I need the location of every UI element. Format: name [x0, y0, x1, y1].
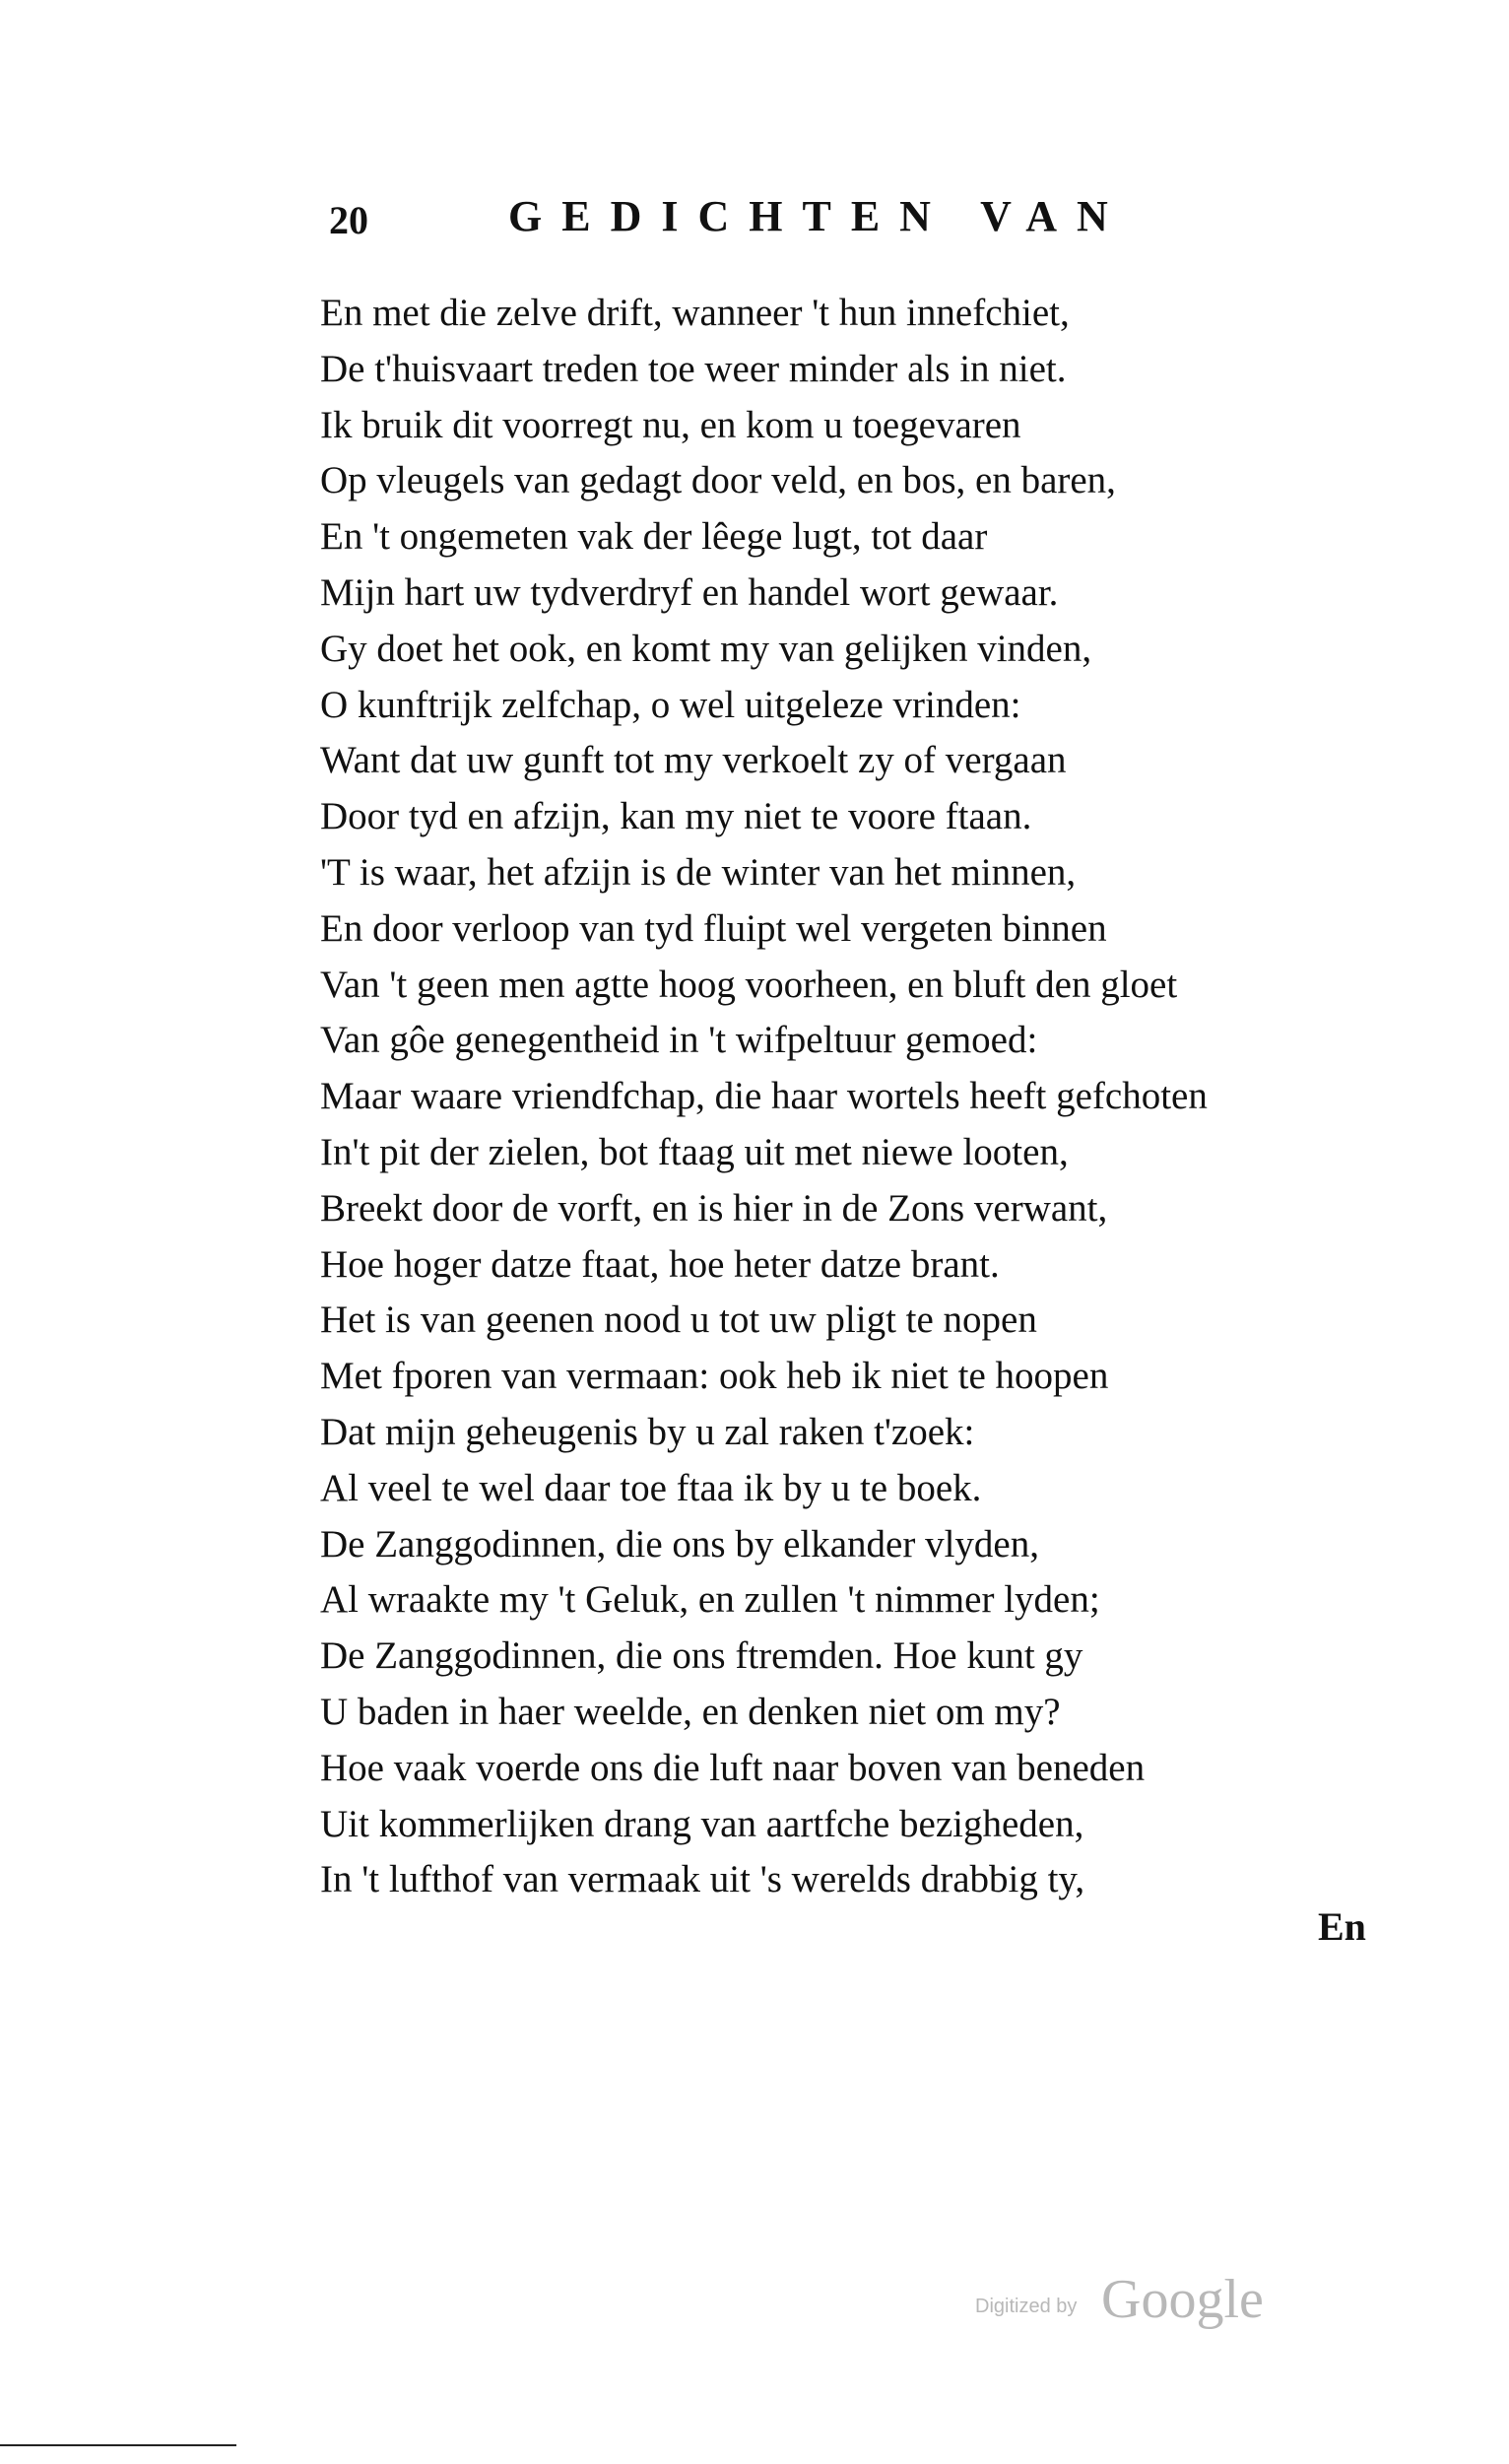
- poem-line: U baden in haer weelde, en denken niet om my?: [320, 1690, 1061, 1733]
- poem-line: Breekt door de vorft, en is hier in de Zons verwant,: [320, 1186, 1108, 1230]
- catchword: En: [1318, 1904, 1366, 1949]
- poem-line: Ik bruik dit voorregt nu, en kom u toegevaren: [320, 403, 1021, 446]
- poem-line: Mijn hart uw tydverdryf en handel wort gewaar.: [320, 570, 1059, 614]
- poem-line: Gy doet het ook, en komt my van gelijken vinden,: [320, 627, 1092, 670]
- google-watermark: [975, 2266, 1290, 2330]
- poem-line: En 't ongemeten vak der lêege lugt, tot daar: [320, 515, 988, 559]
- poem-line: De Zanggodinnen, die ons by elkander vlyden,: [320, 1522, 1039, 1565]
- poem-line: In 't lufthof van vermaak uit 's werelds drabbig ty,: [320, 1858, 1085, 1901]
- poem-line: Van 't geen men agtte hoog voorheen, en bluft den gloet: [320, 963, 1178, 1006]
- poem-line: De t'huisvaart treden toe weer minder als in niet.: [320, 347, 1067, 390]
- poem-line: Met fporen van vermaan: ook heb ik niet te hoopen: [320, 1355, 1109, 1398]
- poem-line: O kunftrijk zelfchap, o wel uitgeleze vrinden:: [320, 683, 1021, 726]
- poem-line: 'T is waar, het afzijn is de winter van het minnen,: [320, 850, 1077, 894]
- poem-line: Van gôe genegentheid in 't wifpeltuur gemoed:: [320, 1019, 1038, 1062]
- watermark-prefix: Digitized by: [975, 2296, 1078, 2317]
- google-logo: Google: [1101, 2269, 1264, 2330]
- poem-line: Het is van geenen nood u tot uw pligt te nopen: [320, 1299, 1037, 1342]
- poem-line: Al wraakte my 't Geluk, en zullen 't nimmer lyden;: [320, 1578, 1100, 1622]
- poem-line: Al veel te wel daar toe ftaa ik by u te boek.: [320, 1466, 982, 1509]
- poem-line: Maar waare vriendfchap, die haar wortels heeft gefchoten: [320, 1075, 1208, 1118]
- poem-text: [320, 286, 1404, 1908]
- poem-line: En met die zelve drift, wanneer 't hun innefchiet,: [320, 292, 1070, 334]
- poem-line: Want dat uw gunft tot my verkoelt zy of vergaan: [320, 739, 1067, 782]
- running-head: [329, 192, 1334, 256]
- poem-line: Uit kommerlijken drang van aartfche bezigheden,: [320, 1802, 1084, 1845]
- poem-line: Dat mijn geheugenis by u zal raken t'zoek:: [320, 1410, 975, 1453]
- page-number: 20: [329, 198, 368, 242]
- poem-line: De Zanggodinnen, die ons ftremden. Hoe kunt gy: [320, 1634, 1083, 1678]
- scan-edge-rule: [0, 2444, 236, 2446]
- poem-line: Op vleugels van gedagt door veld, en bos, en baren,: [320, 459, 1116, 502]
- poem-line: Hoe hoger datze ftaat, hoe heter datze brant.: [320, 1242, 1000, 1286]
- poem-line: In't pit der zielen, bot ftaag uit met niewe looten,: [320, 1130, 1069, 1173]
- poem-line: Door tyd en afzijn, kan my niet te voore ftaan.: [320, 795, 1032, 838]
- running-title: GEDICHTEN VAN: [508, 192, 1128, 240]
- poem-line: Hoe vaak voerde ons die luft naar boven van beneden: [320, 1746, 1146, 1789]
- poem-line: En door verloop van tyd fluipt wel vergeten binnen: [320, 906, 1107, 950]
